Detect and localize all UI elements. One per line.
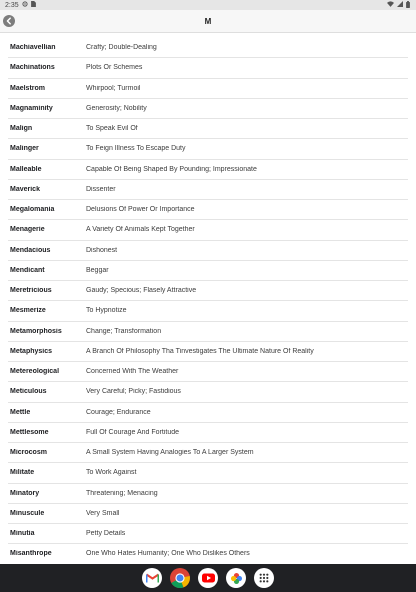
word-row[interactable] [8, 119, 408, 139]
word-row[interactable] [8, 160, 408, 180]
word-meaning: Plots Or Schemes [86, 64, 143, 72]
word-term: Minuscule [10, 509, 45, 517]
word-term: Machinations [10, 64, 55, 72]
word-row[interactable] [8, 524, 408, 544]
word-row[interactable] [8, 443, 408, 463]
status-time: 2:35 [5, 1, 19, 9]
word-term: Malinger [10, 145, 39, 153]
word-meaning: A Small System Having Analogies To A Larger System [86, 449, 254, 457]
word-row[interactable] [8, 220, 408, 240]
word-row[interactable] [8, 342, 408, 362]
word-term: Mesmerize [10, 307, 46, 315]
word-meaning: Whirpool; Turmoil [86, 84, 141, 92]
word-meaning: A Branch Of Philosophy Tha Tinvestigates The Ultimate Nature Of Reality [86, 347, 314, 355]
word-term: Maverick [10, 185, 40, 193]
settings-status-icon [22, 1, 28, 9]
word-meaning: Threatening; Menacing [86, 489, 158, 497]
chrome-icon[interactable] [170, 568, 190, 588]
word-meaning: Delusions Of Power Or Importance [86, 206, 195, 214]
app-header [0, 10, 416, 33]
word-meaning: Petty Details [86, 530, 126, 538]
word-row[interactable] [8, 38, 408, 58]
word-term: Mendicant [10, 266, 45, 274]
word-row[interactable] [8, 241, 408, 261]
word-meaning: Beggar [86, 266, 109, 274]
word-meaning: Courage; Endurance [86, 408, 151, 416]
word-row[interactable] [8, 281, 408, 301]
word-row[interactable] [8, 79, 408, 99]
status-right [387, 1, 410, 10]
word-row[interactable] [8, 463, 408, 483]
word-term: Megalomania [10, 206, 55, 214]
word-term: Maelstrom [10, 84, 46, 92]
signal-icon [397, 1, 403, 9]
wifi-icon [387, 1, 394, 9]
app-drawer-icon[interactable] [254, 568, 274, 588]
word-row[interactable] [8, 484, 408, 504]
gmail-icon[interactable] [142, 568, 162, 588]
word-row[interactable] [8, 180, 408, 200]
word-row[interactable] [8, 423, 408, 443]
word-term: Minutia [10, 530, 35, 538]
word-row[interactable] [8, 261, 408, 281]
word-meaning: Generosity; Nobility [86, 104, 147, 112]
word-row[interactable] [8, 301, 408, 321]
battery-icon [406, 1, 410, 10]
word-meaning: Very Small [86, 509, 120, 517]
word-meaning: To Speak Evil Of [86, 125, 138, 133]
word-term: Metereological [10, 368, 60, 376]
status-bar [0, 0, 416, 10]
page-title: M [204, 17, 212, 26]
word-meaning: To Feign Illness To Escape Duty [86, 145, 186, 153]
youtube-icon[interactable] [198, 568, 218, 588]
word-row[interactable] [8, 362, 408, 382]
word-term: Metaphysics [10, 347, 53, 355]
word-term: Microcosm [10, 449, 47, 457]
word-term: Malleable [10, 165, 42, 173]
word-meaning: Dishonest [86, 246, 118, 254]
word-row[interactable] [8, 382, 408, 402]
word-meaning: Gaudy; Specious; Flasely Attractive [86, 287, 197, 295]
word-meaning: To Hypnotize [86, 307, 127, 315]
word-meaning: To Work Against [86, 469, 137, 477]
word-term: Mendacious [10, 246, 51, 254]
word-row[interactable] [8, 99, 408, 119]
word-meaning: A Variety Of Animals Kept Together [86, 226, 195, 234]
status-left [5, 1, 36, 9]
file-status-icon [31, 1, 36, 9]
word-meaning: Capable Of Being Shaped By Pounding; Impressionate [86, 165, 257, 173]
word-term: Meretricious [10, 287, 52, 295]
word-term: Malign [10, 125, 33, 133]
word-row[interactable] [8, 58, 408, 78]
word-meaning: Dissenter [86, 185, 116, 193]
word-term: Meticulous [10, 388, 47, 396]
word-row[interactable] [8, 200, 408, 220]
word-term: Magnaminity [10, 104, 53, 112]
word-meaning: Very Careful; Picky; Fastidious [86, 388, 181, 396]
word-meaning: Full Of Courage And Fortitude [86, 428, 179, 436]
word-list [8, 38, 408, 565]
word-meaning: Crafty; Double-Dealing [86, 44, 157, 52]
word-row[interactable] [8, 322, 408, 342]
bottom-dock [0, 564, 416, 592]
word-term: Menagerie [10, 226, 45, 234]
word-term: Mettlesome [10, 428, 49, 436]
word-row[interactable] [8, 504, 408, 524]
word-row[interactable] [8, 403, 408, 423]
word-meaning: Change; Transformation [86, 327, 162, 335]
word-term: Militate [10, 469, 35, 477]
word-term: Mettle [10, 408, 31, 416]
word-meaning: One Who Hates Humanity; One Who Dislikes Others [86, 550, 250, 558]
word-term: Misanthrope [10, 550, 52, 558]
photos-icon[interactable] [226, 568, 246, 588]
word-meaning: Concerned With The Weather [86, 368, 179, 376]
word-term: Machiavellian [10, 44, 56, 52]
word-term: Minatory [10, 489, 40, 497]
word-term: Metamorphosis [10, 327, 62, 335]
word-row[interactable] [8, 139, 408, 159]
word-row[interactable] [8, 544, 408, 564]
